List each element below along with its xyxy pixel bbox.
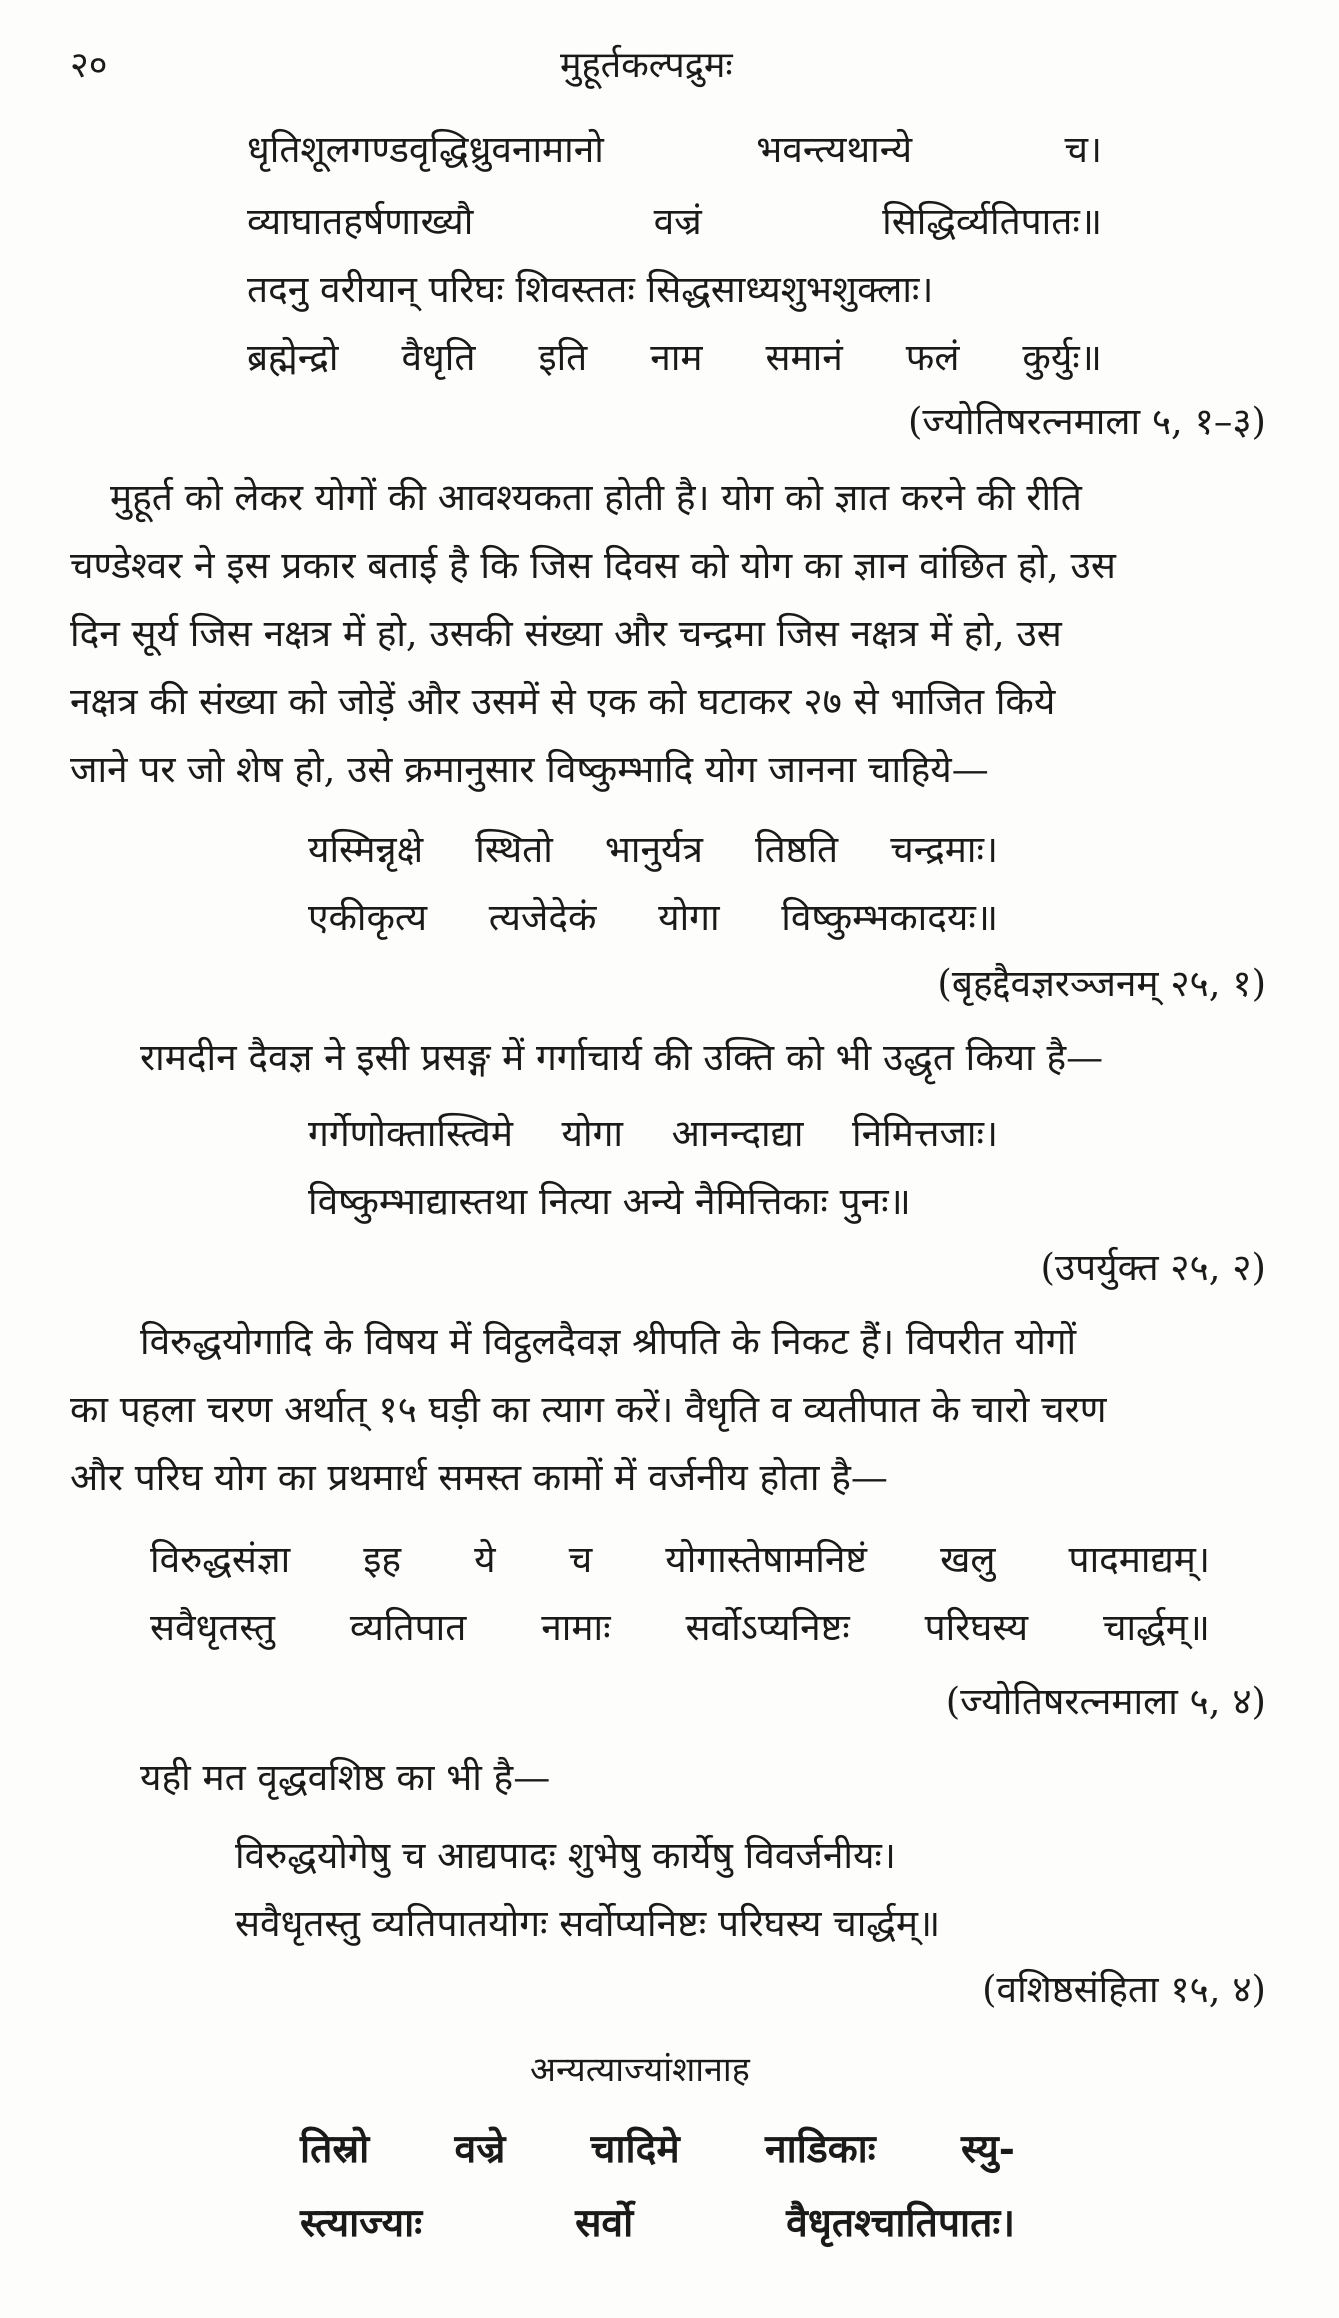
verse-word: इह <box>363 1538 402 1581</box>
verse-line <box>300 2126 1015 2173</box>
paragraph-4: यही मत वृद्धवशिष्ठ का भी है— <box>140 1756 551 1799</box>
citation: (ज्योतिषरत्नमाला ५, ४) <box>945 1680 1266 1723</box>
citation: (बृहद्दैवज्ञरञ्जनम् २५, १) <box>937 962 1266 1005</box>
verse-word: ब्रह्मेन्द्रो <box>247 336 339 379</box>
verse-line <box>247 200 1102 244</box>
verse-word: निमित्तजाः। <box>852 1112 998 1155</box>
verse-word: विरुद्धसंज्ञा <box>150 1538 291 1581</box>
verse-line <box>247 336 1102 380</box>
verse-word: सवैधृतस्तु <box>150 1606 275 1649</box>
verse-word: भवन्त्यथान्ये <box>756 128 913 171</box>
verse-word: विरुद्धयोगेषु च आद्यपादः शुभेषु कार्येषु विवर्जनीयः। <box>235 1834 896 1877</box>
verse-word: स्त्याज्याः <box>300 2200 423 2246</box>
paragraph-line: का पहला चरण अर्थात् १५ घड़ी का त्याग करें। वैधृति व व्यतीपात के चारो चरण <box>70 1388 1107 1431</box>
verse-line <box>150 1606 1210 1650</box>
citation: (उपर्युक्त २५, २) <box>1040 1246 1266 1289</box>
verse-word: चार्द्धम्॥ <box>1103 1606 1210 1649</box>
verse-word: धृतिशूलगण्डवृद्धिध्रुवनामानो <box>247 128 604 171</box>
verse-line <box>235 1834 896 1878</box>
verse-word: गर्गेणोक्तास्त्विमे <box>308 1112 513 1155</box>
verse-word: सर्वोऽप्यनिष्टः <box>685 1606 850 1649</box>
verse-line <box>235 1902 940 1946</box>
verse-word: वैधृतश्चातिपातः। <box>786 2200 1015 2246</box>
verse-word: तदनु वरीयान् परिघः शिवस्ततः सिद्धसाध्यशुभशुक्लाः। <box>247 268 934 311</box>
verse-word: नाम <box>650 336 703 379</box>
verse-word: विष्कुम्भकादयः॥ <box>781 896 998 939</box>
verse-word: यस्मिन्नृक्षे <box>308 828 424 871</box>
verse-word: ये <box>474 1538 496 1581</box>
verse-line <box>150 1538 1210 1582</box>
verse-word: एकीकृत्य <box>308 896 428 939</box>
verse-word: व्यतिपात <box>349 1606 467 1649</box>
verse-word: चन्द्रमाः। <box>890 828 998 871</box>
verse-word: योगा <box>561 1112 624 1155</box>
verse-line <box>308 828 998 872</box>
verse-word: व्याघातहर्षणाख्यौ <box>247 200 474 243</box>
verse-line <box>308 896 998 940</box>
verse-word: वज्रे <box>454 2126 506 2172</box>
verse-line <box>247 128 1102 172</box>
verse-line <box>300 2200 1015 2247</box>
paragraph-line: मुहूर्त को लेकर योगों की आवश्यकता होती है। योग को ज्ञात करने की रीति <box>110 476 1082 519</box>
verse-word: सवैधृतस्तु व्यतिपातयोगः सर्वोप्यनिष्टः परिघस्य चार्द्धम्॥ <box>235 1902 941 1945</box>
verse-word: वैधृति <box>401 336 476 379</box>
verse-word: वज्रं <box>653 200 702 243</box>
verse-word: सिद्धिर्व्यतिपातः॥ <box>882 200 1102 243</box>
verse-word: समानं <box>765 336 843 379</box>
verse-word: सर्वो <box>575 2200 634 2246</box>
verse-word: नामाः <box>541 1606 611 1649</box>
verse-word: तिष्ठति <box>755 828 839 871</box>
verse-word: त्यजेदेकं <box>488 896 597 939</box>
verse-word: कुर्युः॥ <box>1022 336 1102 379</box>
citation: (वशिष्ठसंहिता १५, ४) <box>982 1968 1266 2011</box>
verse-word: योगास्तेषामनिष्टं <box>665 1538 868 1581</box>
verse-word: च। <box>1064 128 1102 171</box>
verse-word: खलु <box>940 1538 996 1581</box>
section-heading: अन्यत्याज्यांशानाह <box>530 2050 750 2090</box>
paragraph-2: रामदीन दैवज्ञ ने इसी प्रसङ्ग में गर्गाचार्य की उक्ति को भी उद्धृत किया है— <box>140 1036 1104 1079</box>
verse-line <box>247 268 933 312</box>
paragraph-line: और परिघ योग का प्रथमार्ध समस्त कामों में वर्जनीय होता है— <box>70 1456 888 1499</box>
paragraph-line: जाने पर जो शेष हो, उसे क्रमानुसार विष्कुम्भादि योग जानना चाहिये— <box>70 748 989 791</box>
verse-word: विष्कुम्भाद्यास्तथा नित्या अन्ये नैमित्तिकाः पुनः॥ <box>308 1180 911 1223</box>
paragraph-line: नक्षत्र की संख्या को जोड़ें और उसमें से एक को घटाकर २७ से भाजित किये <box>70 680 1056 723</box>
page-number: २० <box>70 45 108 86</box>
running-title: मुहूर्तकल्पद्रुमः <box>560 45 733 86</box>
verse-word: फलं <box>905 336 960 379</box>
verse-word: स्थितो <box>475 828 553 871</box>
verse-word: पादमाद्यम्। <box>1068 1538 1210 1581</box>
verse-word: आनन्दाद्या <box>671 1112 804 1155</box>
verse-word: परिघस्य <box>924 1606 1029 1649</box>
verse-line <box>308 1180 911 1224</box>
verse-word: नाडिकाः <box>765 2126 876 2172</box>
verse-word: स्यु- <box>960 2126 1015 2172</box>
verse-word: चादिमे <box>590 2126 680 2172</box>
paragraph-line: दिन सूर्य जिस नक्षत्र में हो, उसकी संख्या और चन्द्रमा जिस नक्षत्र में हो, उस <box>70 612 1062 655</box>
verse-line <box>308 1112 998 1156</box>
verse-word: भानुर्यत्र <box>604 828 703 871</box>
verse-word: योगा <box>658 896 720 939</box>
paragraph-line: विरुद्धयोगादि के विषय में विट्ठलदैवज्ञ श्रीपति के निकट हैं। विपरीत योगों <box>140 1320 1077 1363</box>
verse-word: इति <box>538 336 588 379</box>
paragraph-line: चण्डेश्वर ने इस प्रकार बताई है कि जिस दिवस को योग का ज्ञान वांछित हो, उस <box>70 544 1116 587</box>
verse-word: च <box>568 1538 593 1581</box>
citation: (ज्योतिषरत्नमाला ५, १–३) <box>907 400 1266 443</box>
verse-word: तिस्रो <box>300 2126 370 2172</box>
